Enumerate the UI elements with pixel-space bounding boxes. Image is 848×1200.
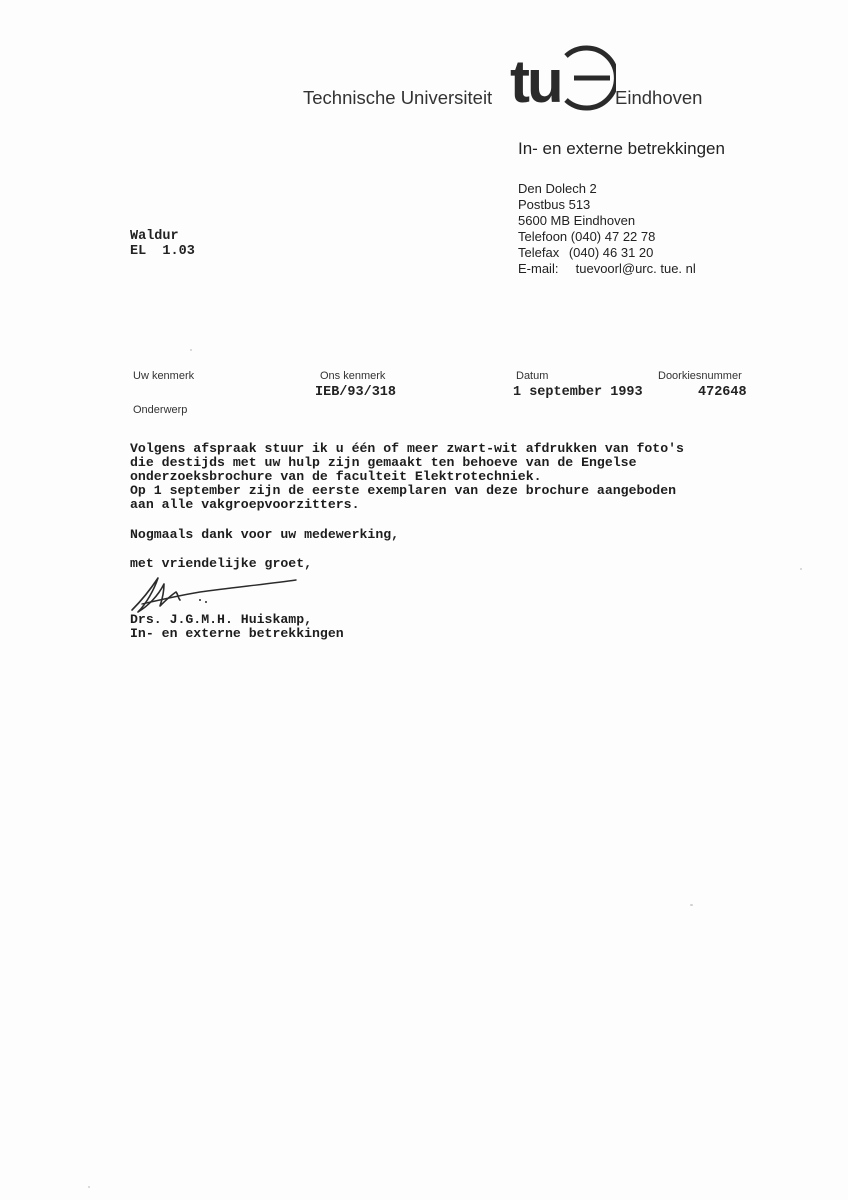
sender-name: Drs. J.G.M.H. Huiskamp,	[130, 612, 313, 627]
subject-label: Onderwerp	[133, 404, 188, 416]
body-line: onderzoeksbrochure van de faculteit Elektrotechniek.	[130, 469, 542, 484]
recipient-location: EL 1.03	[130, 244, 195, 259]
university-city: Eindhoven	[615, 87, 703, 108]
recipient-name: Waldur	[130, 229, 179, 244]
phone-label: Telefoon	[518, 229, 568, 244]
sender-department: In- en externe betrekkingen	[130, 626, 344, 641]
direct-line-label: Doorkiesnummer	[658, 370, 742, 382]
email-label: E-mail:	[518, 261, 559, 276]
tue-logo	[508, 38, 616, 118]
direct-line-value: 472648	[698, 385, 747, 400]
address-phone-row	[518, 228, 655, 245]
address-email-row	[518, 260, 696, 277]
body-line: aan alle vakgroepvoorzitters.	[130, 497, 360, 512]
department-name: In- en externe betrekkingen	[518, 139, 725, 158]
address-fax-row	[518, 244, 653, 261]
body-line: Volgens afspraak stuur ik u één of meer zwart-wit afdrukken van foto's	[130, 441, 684, 456]
address-postbox: Postbus 513	[518, 197, 591, 212]
handwritten-signature	[128, 570, 306, 616]
phone-number: (040) 47 22 78	[570, 229, 656, 244]
fax-number: (040) 46 31 20	[568, 245, 654, 260]
our-reference-value: IEB/93/318	[315, 385, 397, 400]
email-address: tuevoorl@urc. tue. nl	[575, 261, 696, 276]
address-postal-city: 5600 MB Eindhoven	[518, 213, 636, 228]
our-reference-label: Ons kenmerk	[320, 370, 386, 382]
body-line: die destijds met uw hulp zijn gemaakt ten behoeve van de Engelse	[130, 455, 637, 470]
university-name: Technische Universiteit	[303, 87, 493, 108]
thanks-line: Nogmaals dank voor uw medewerking,	[130, 527, 400, 542]
address-street: Den Dolech 2	[518, 181, 597, 196]
body-line: Op 1 september zijn de eerste exemplaren van deze brochure aangeboden	[130, 483, 677, 498]
date-label: Datum	[516, 370, 549, 382]
logo-text: tu	[510, 48, 561, 115]
your-reference-label: Uw kenmerk	[133, 370, 195, 382]
date-value: 1 september 1993	[513, 385, 643, 400]
closing-line: met vriendelijke groet,	[130, 556, 313, 571]
fax-label: Telefax	[518, 245, 560, 260]
letter-body-paragraph	[130, 442, 684, 512]
